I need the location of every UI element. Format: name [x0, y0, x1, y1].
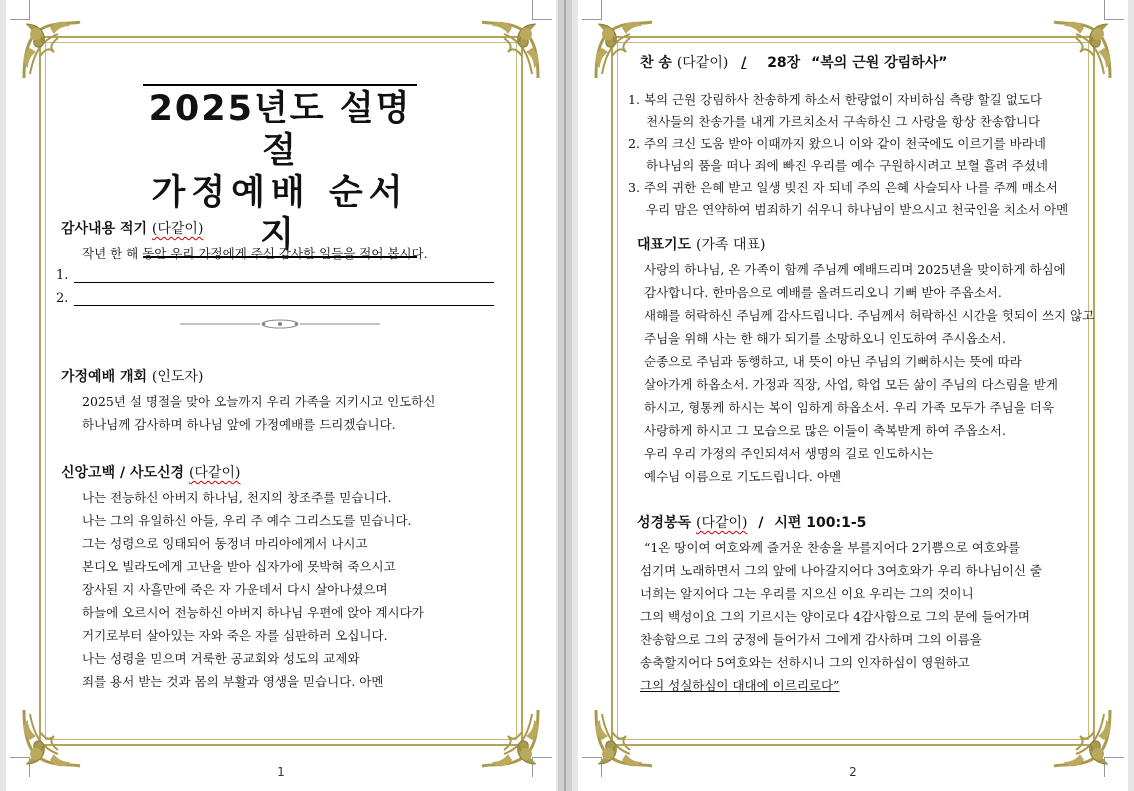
hymn-verse-line: 천사들의 찬송가를 내게 가르치소서 구속하신 그 사랑을 항상 찬송합니다	[646, 114, 1041, 129]
crop-mark	[532, 0, 552, 20]
reading-line: 찬송함으로 그의 궁정에 들어가서 그에게 감사하며 그의 이름을	[640, 632, 982, 647]
creed-line: 그는 성령으로 잉태되어 동정녀 마리아에게서 나시고	[82, 536, 368, 551]
reading-line: 그의 백성이요 그의 기르시는 양이로다 4감사함으로 그의 문에 들어가며	[640, 609, 1030, 624]
prayer-line: 예수님 이름으로 기도드립니다. 아멘	[644, 469, 842, 484]
floral-corner-ornament-icon	[20, 706, 84, 770]
document-page-1	[6, 0, 556, 791]
floral-corner-ornament-icon	[592, 18, 656, 82]
floral-corner-ornament-icon	[478, 706, 542, 770]
crop-mark	[10, 0, 30, 20]
floral-corner-ornament-icon	[20, 18, 84, 82]
opening-line: 2025년 설 명절을 맞아 오늘까지 우리 가족을 지키시고 인도하신	[82, 394, 436, 409]
document-page-2	[578, 0, 1128, 791]
creed-line: 하늘에 오르시어 전능하신 아버지 하나님 우편에 앉아 계시다가	[82, 605, 424, 620]
prayer-line: 하시고, 형통케 하시는 복이 임하게 하옵소서. 우리 가족 모두가 주님을 더욱	[644, 400, 1054, 415]
hymn-heading: 찬 송 (다같이) / 28장 “복의 근원 강림하사”	[640, 55, 948, 71]
hymn-verse-line: 우리 맘은 연약하여 범죄하기 쉬우니 하나님이 받으시고 천국인을 치소서 아멘	[646, 202, 1069, 217]
title-line-1: 2025년도 설명절	[148, 89, 412, 171]
reading-line: 섬기며 노래하면서 그의 앞에 나아갈지어다 3여호와가 우리 하나님이신 줄	[640, 563, 1042, 578]
reading-heading: 성경봉독 (다같이) / 시편 100:1-5	[637, 515, 867, 531]
opening-line: 하나님께 감사하며 하나님 앞에 가정예배를 드리겠습니다.	[82, 417, 396, 432]
creed-line: 나는 성령을 믿으며 거룩한 공교회와 성도의 교제와	[82, 651, 360, 666]
thanks-text: 작년 한 해 동안 우리 가정에게 주신 감사한 일들을 적어 봅시다.	[82, 246, 428, 261]
write-line-1[interactable]: 1.	[56, 268, 68, 283]
creed-line: 나는 그의 유일하신 아들, 우리 주 예수 그리스도를 믿습니다.	[82, 513, 412, 528]
reading-line: 그의 성실하심이 대대에 이르리로다”	[640, 678, 840, 693]
reading-line: 너희는 알지어다 그는 우리를 지으신 이요 우리는 그의 것이니	[640, 586, 974, 601]
prayer-line: 사랑하게 하시고 그 모습으로 많은 이들이 축복받게 하여 주옵소서.	[644, 423, 1006, 438]
page-divider	[564, 0, 566, 791]
creed-heading: 신앙고백 / 사도신경 (다같이)	[61, 465, 241, 481]
opening-heading: 가정예배 개회 (인도자)	[61, 369, 204, 385]
hymn-verse-line: 하나님의 품을 떠나 죄에 빠진 우리를 예수 구원하시려고 보혈 흘려 주셨네	[646, 158, 1048, 173]
floral-corner-ornament-icon	[592, 706, 656, 770]
hymn-verse-line: 2. 주의 크신 도움 받아 이때까지 왔으니 이와 같이 천국에도 이르기를 바라네	[628, 136, 1046, 151]
creed-line: 죄를 용서 받는 것과 몸의 부활과 영생을 믿습니다. 아멘	[82, 674, 384, 689]
prayer-line: 우리 우리 가정의 주인되셔서 생명의 길로 인도하시는	[644, 446, 934, 461]
ornamental-divider-icon	[180, 319, 380, 329]
reading-line: 송축할지어다 5여호와는 선하시니 그의 인자하심이 영원하고	[640, 655, 970, 670]
prayer-line: 순종으로 주님과 동행하고, 내 뜻이 아닌 주님의 기뻐하시는 뜻에 따라	[644, 354, 1022, 369]
prayer-line: 감사합니다. 한마음으로 예배를 올려드리오니 기뻐 받아 주옵소서.	[644, 285, 1002, 300]
floral-corner-ornament-icon	[1050, 706, 1114, 770]
crop-mark	[1104, 0, 1124, 20]
prayer-line: 새해를 허락하신 주님께 감사드립니다. 주님께서 허락하신 시간을 헛되이 쓰지 않고	[644, 308, 1095, 323]
reading-line: “1온 땅이여 여호와께 즐거운 찬송을 부를지어다 2기쁨으로 여호와를	[644, 540, 1021, 555]
hymn-verse-line: 1. 복의 근원 강림하사 찬송하게 하소서 한량없이 자비하심 측량 할길 없도다	[628, 92, 1042, 107]
creed-line: 본디오 빌라도에게 고난을 받아 십자가에 못박혀 죽으시고	[82, 559, 396, 574]
prayer-line: 사랑의 하나님, 온 가족이 함께 주님께 예배드리며 2025년을 맞이하게 하심에	[644, 262, 1066, 277]
page-number: 2	[849, 765, 857, 779]
prayer-line: 주님을 위해 사는 한 해가 되기를 소망하오니 인도하여 주시옵소서.	[644, 331, 1006, 346]
prayer-heading: 대표기도 (가족 대표)	[637, 237, 766, 253]
page-number: 1	[277, 765, 285, 779]
write-line-2[interactable]: 2.	[56, 291, 68, 306]
hymn-verse-line: 3. 주의 귀한 은혜 받고 일생 빚진 자 되네 주의 은혜 사슬되사 나를 주께 매소서	[628, 180, 1058, 195]
thanks-heading: 감사내용 적기 (다같이)	[61, 221, 204, 237]
creed-line: 거기로부터 살아있는 자와 죽은 자를 심판하러 오십니다.	[82, 628, 388, 643]
floral-corner-ornament-icon	[1050, 18, 1114, 82]
title-line-2: 가정예배 순서지	[151, 173, 409, 255]
creed-line: 장사된 지 사흘만에 죽은 자 가운데서 다시 살아나셨으며	[82, 582, 388, 597]
floral-corner-ornament-icon	[478, 18, 542, 82]
crop-mark	[582, 0, 602, 20]
prayer-line: 살아가게 하옵소서. 가정과 직장, 사업, 학업 모든 삶이 주님의 다스림을 받게	[644, 377, 1058, 392]
creed-line: 나는 전능하신 아버지 하나님, 천지의 창조주를 믿습니다.	[82, 490, 392, 505]
